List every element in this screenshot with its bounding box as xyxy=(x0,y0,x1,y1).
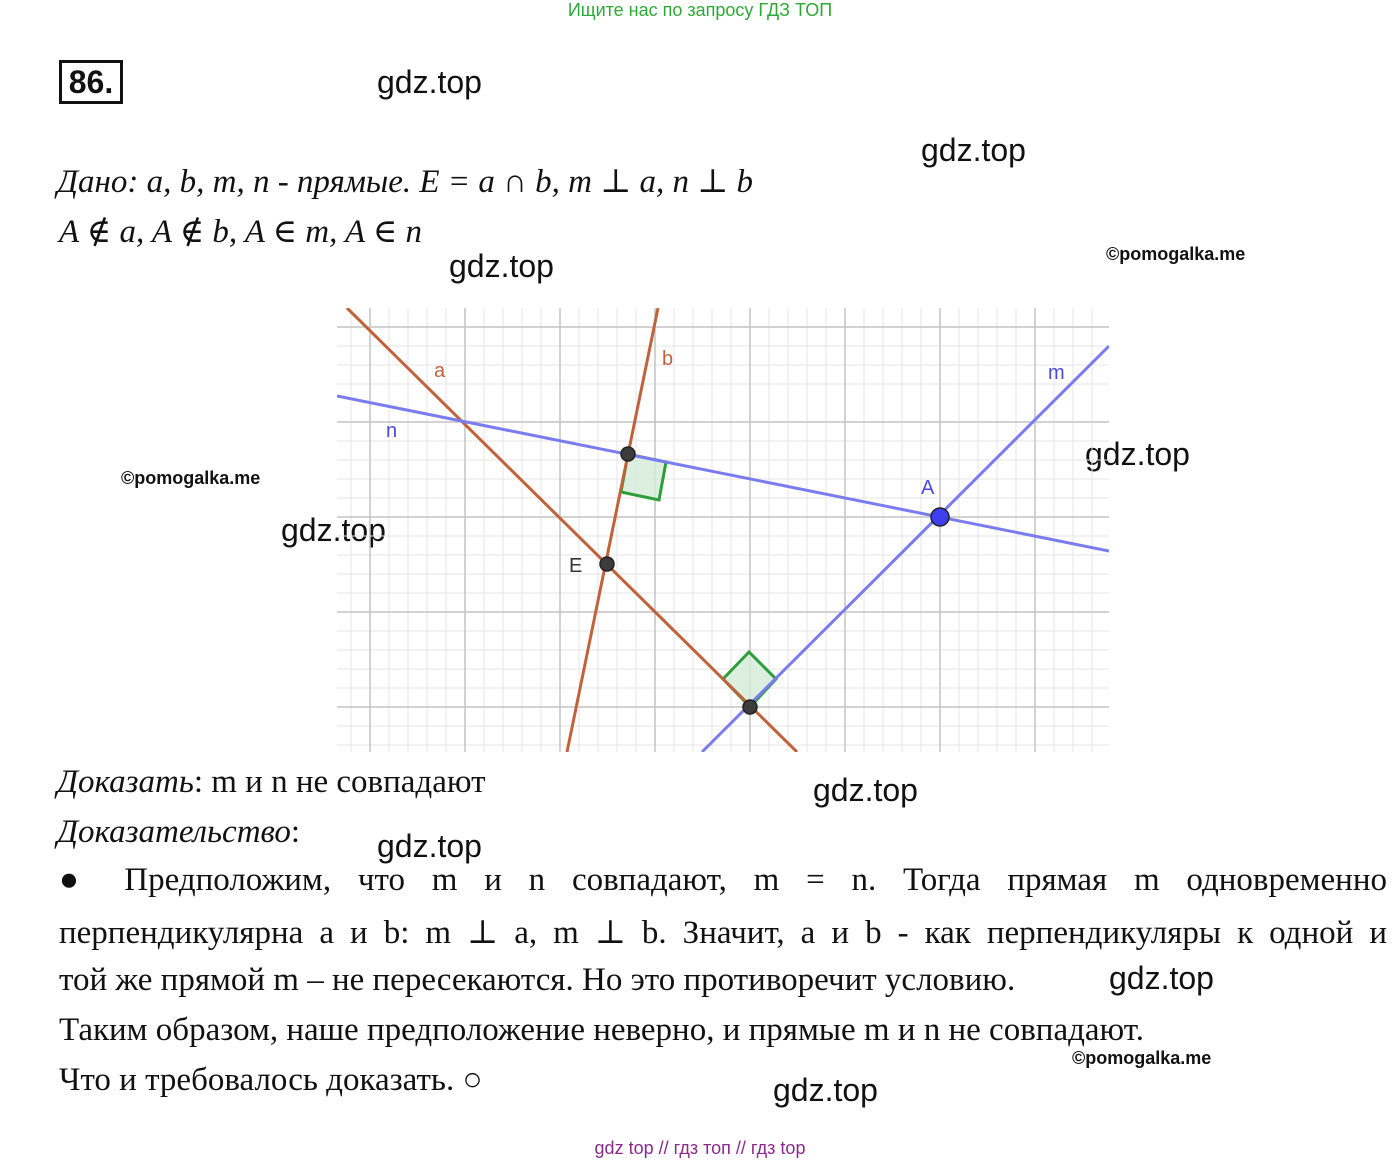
point-am-intersection xyxy=(743,700,757,714)
label-n: n xyxy=(386,420,398,442)
proof-line-3: той же прямой m – не пересекаются. Но это противоречит условию. xyxy=(59,962,1016,998)
top-banner: Ищите нас по запросу ГДЗ ТОП xyxy=(567,0,833,20)
label-A: A xyxy=(921,477,935,499)
prove-label: Доказать xyxy=(57,764,194,800)
bottom-links[interactable]: gdz top // гдз топ // гдз top xyxy=(594,1138,806,1158)
proof-line-1: ● Предположим, что m и n совпадают, m = n. Тогда прямая m одновременно xyxy=(59,862,1387,898)
watermark: gdz.top xyxy=(449,248,554,284)
point-E xyxy=(600,557,614,571)
problem-number: 86. xyxy=(59,60,123,104)
copyright-mark: ©pomogalka.me xyxy=(1106,244,1246,264)
line-a xyxy=(347,308,797,752)
point-bn-intersection xyxy=(621,447,635,461)
label-a: a xyxy=(434,360,446,382)
watermark: gdz.top xyxy=(1109,960,1214,996)
prove-line xyxy=(57,762,486,802)
proof-line-4: Таким образом, наше предположение неверно, и прямые m и n не совпадают. xyxy=(59,1012,1144,1048)
proof-line-5: Что и требовалось доказать. ○ xyxy=(59,1062,483,1098)
watermark: gdz.top xyxy=(773,1072,878,1108)
proof-label: Доказательство xyxy=(57,814,291,850)
line-b xyxy=(567,308,658,752)
given-line-1 xyxy=(57,162,753,202)
grid xyxy=(337,308,1109,752)
label-E: E xyxy=(569,555,583,577)
proof-label-suffix: : xyxy=(290,814,301,850)
watermark: gdz.top xyxy=(1085,436,1190,472)
watermark: gdz.top xyxy=(281,512,386,548)
given-text: : a, b, m, n - прямые. E = a ∩ b, m ⊥ a, n ⊥ b xyxy=(127,164,754,200)
copyright-mark: ©pomogalka.me xyxy=(121,468,261,488)
proof-heading xyxy=(57,812,300,852)
point-A xyxy=(931,508,949,526)
grid-major xyxy=(337,308,1109,752)
proof-line-2: перпендикулярна a и b: m ⊥ a, m ⊥ b. Значит, a и b - как перпендикуляры к одной и xyxy=(59,915,1387,951)
label-m: m xyxy=(1048,362,1065,384)
given-label: Дано xyxy=(57,164,128,200)
copyright-mark: ©pomogalka.me xyxy=(1072,1048,1212,1068)
prove-text: : m и n не совпадают xyxy=(193,764,486,800)
watermark: gdz.top xyxy=(921,132,1026,168)
given-line-2: A ∉ a, A ∉ b, A ∈ m, A ∈ n xyxy=(59,214,422,250)
watermark: gdz.top xyxy=(813,772,918,808)
watermark: gdz.top xyxy=(377,64,482,100)
line-m xyxy=(702,346,1109,752)
geometry-diagram xyxy=(337,308,1109,752)
watermark: gdz.top xyxy=(377,828,482,864)
label-b: b xyxy=(662,348,674,370)
line-n xyxy=(337,396,1109,551)
